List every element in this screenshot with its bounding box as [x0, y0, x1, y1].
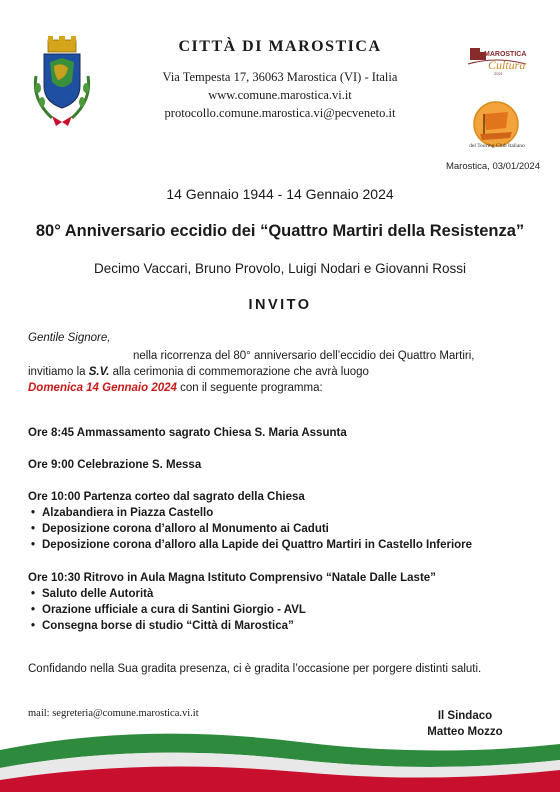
website-link[interactable]: www.comune.marostica.vi.it [208, 88, 352, 102]
anniversary-title: 80° Anniversario eccidio dei “Quattro Martiri della Resistenza” [35, 222, 525, 240]
program-item [28, 521, 548, 537]
place-date: Marostica, 03/01/2024 [445, 161, 540, 172]
program-block-1 [28, 425, 548, 441]
program-item [28, 505, 548, 521]
city-crest-icon [28, 36, 96, 128]
program-item [28, 537, 548, 553]
program-title: Ore 9:00 Celebrazione S. Messa [28, 459, 202, 471]
program-title: Ore 10:00 Partenza corteo dal sagrato della Chiesa [28, 491, 305, 503]
program-item-text: Deposizione corona d’alloro alla Lapide dei Quattro Martiri in Castello Inferiore [42, 539, 473, 551]
bullet: • [31, 604, 36, 616]
program-item-text: Orazione ufficiale a cura di Santini Giorgio - AVL [42, 604, 306, 616]
marostica-cultura-logo [466, 42, 528, 76]
letterhead [0, 0, 560, 180]
footer-mail[interactable]: mail: segreteria@comune.marostica.vi.it [28, 708, 199, 719]
cultura-logo-script: Cultura [488, 58, 526, 72]
pec-email[interactable]: protocollo.comune.marostica.vi@pecveneto.it [164, 106, 396, 120]
tricolor-swoosh-decoration [0, 720, 560, 792]
touring-club-caption: del Touring Club Italiano [469, 143, 525, 149]
paragraph-line-2a: invitiamo la [28, 366, 89, 378]
paragraph-line-1: nella ricorrenza del 80° anniversario dell’eccidio dei Quattro Martiri, [133, 350, 475, 362]
program-list [28, 505, 548, 553]
paragraph-line-2c: alla cerimonia di commemorazione che avrà luogo [109, 366, 369, 378]
program-title: Ore 8:45 Ammassamento sagrato Chiesa S. Maria Assunta [28, 427, 347, 439]
event-date-highlight: Domenica 14 Gennaio 2024 [28, 382, 177, 394]
greeting: Gentile Signore, [28, 332, 111, 344]
address: Via Tempesta 17, 36063 Marostica (VI) - Italia [162, 70, 398, 84]
bullet: • [31, 539, 36, 551]
program-item [28, 602, 548, 618]
program-block-3 [28, 489, 548, 553]
program-item-text: Deposizione corona d’alloro al Monumento ai Caduti [42, 523, 329, 535]
martyrs-names: Decimo Vaccari, Bruno Provolo, Luigi Nodari e Giovanni Rossi [94, 261, 466, 276]
program-item [28, 618, 548, 634]
invito-heading: INVITO [248, 297, 312, 313]
bullet: • [31, 507, 36, 519]
program-item-text: Alzabandiera in Piazza Castello [42, 507, 214, 519]
bullet: • [31, 620, 36, 632]
sv-abbrev: S.V. [88, 366, 110, 378]
invitation-paragraph [28, 348, 538, 396]
closing-salutation: Confidando nella Sua gradita presenza, ci è gradita l’occasione per porgere distinti saluti. [28, 663, 482, 675]
program-list [28, 586, 548, 634]
bullet: • [31, 523, 36, 535]
letterhead-text [120, 38, 440, 121]
event-dates: 14 Gennaio 1944 - 14 Gennaio 2024 [166, 186, 394, 202]
cultura-logo-year: 2021 [494, 71, 503, 76]
program-block-4 [28, 570, 548, 634]
program-item-text: Consegna borse di studio “Città di Marostica” [42, 620, 294, 632]
signature-role: Il Sindaco [437, 710, 493, 722]
cultura-logo-text: MAROSTICA [484, 51, 527, 58]
signature-name: Matteo Mozzo [427, 726, 503, 738]
city-title: CITTÀ DI MAROSTICA [178, 38, 382, 55]
paragraph-line-3: con il seguente programma: [176, 382, 323, 394]
bullet: • [31, 588, 36, 600]
program-item-text: Saluto delle Autorità [42, 588, 154, 600]
program-item [28, 586, 548, 602]
program-title: Ore 10:30 Ritrovo in Aula Magna Istituto Comprensivo “Natale Dalle Laste” [28, 572, 436, 584]
program-block-2 [28, 457, 548, 473]
